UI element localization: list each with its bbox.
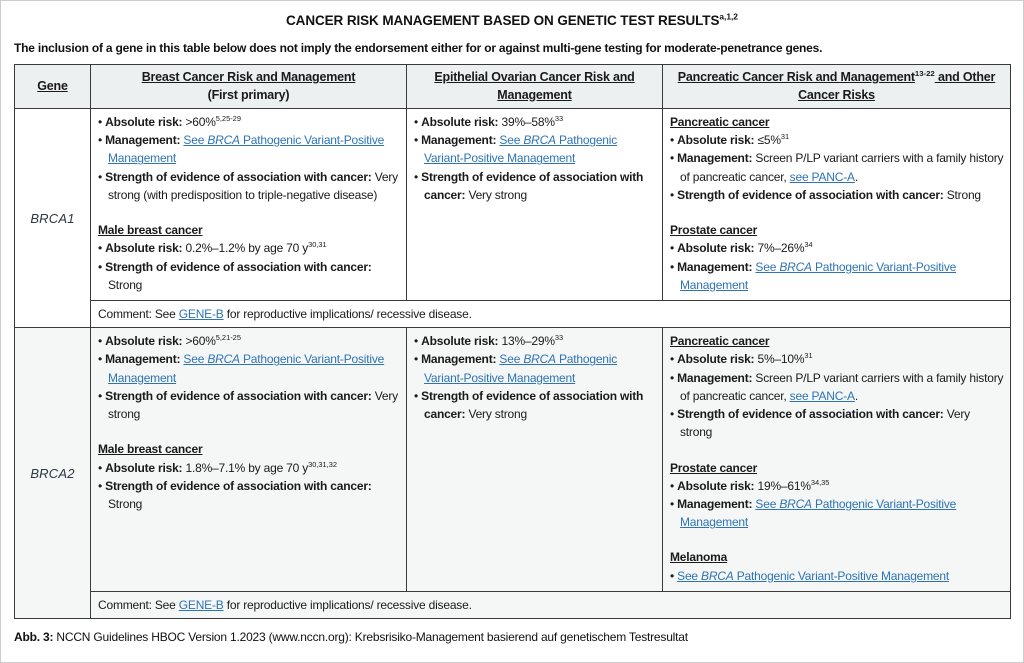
- text-segment: Screen P/LP variant carriers with a family history of pancreatic cancer,: [680, 151, 1004, 184]
- text-segment: Prostate cancer: [670, 223, 758, 238]
- spacer: [98, 204, 400, 221]
- brca1-ovarian-cell: [407, 109, 663, 301]
- bullet-item: [670, 405, 1004, 441]
- text-segment: Management:: [421, 352, 500, 367]
- bullet-item: [98, 387, 400, 423]
- bullet-item: [670, 239, 1004, 257]
- figure-caption: [14, 630, 1010, 644]
- bullet-item: [98, 113, 400, 131]
- text-segment: Pancreatic cancer: [670, 334, 770, 349]
- text-segment: Epithelial Ovarian Cancer Risk and Management: [434, 70, 635, 102]
- panc-a-link[interactable]: see PANC-A: [789, 388, 855, 403]
- text-segment: Strength of evidence of association with cancer:: [677, 187, 947, 202]
- text-segment: Male breast cancer: [98, 442, 203, 457]
- comment-row-brca2: [15, 591, 1011, 618]
- text-segment: 5%–10%: [757, 352, 805, 367]
- text-segment: 30,31,32: [308, 459, 338, 469]
- bullet-item: [98, 131, 400, 167]
- text-segment: Management:: [677, 151, 756, 166]
- text-segment: Absolute risk:: [105, 115, 186, 129]
- brca-pv-management-link[interactable]: Pathogenic Variant-Positive Management: [680, 259, 957, 292]
- text-segment: 1.8%–7.1% by age 70 y: [185, 460, 309, 475]
- text-segment: 34: [804, 240, 813, 250]
- text-segment: Absolute risk:: [677, 133, 758, 148]
- brca2-comment-cell: [91, 591, 1011, 618]
- text-segment: >60%: [185, 334, 216, 349]
- text-segment: 31: [804, 351, 813, 361]
- text-segment: 39%–58%: [501, 115, 555, 129]
- section-heading: [670, 459, 1004, 477]
- text-segment: Strong: [946, 187, 981, 202]
- text-segment: Comment: See: [98, 307, 179, 322]
- text-segment: Absolute risk:: [677, 241, 758, 256]
- text-segment: Very strong: [468, 407, 527, 422]
- bullet-item: [414, 131, 656, 167]
- bullet-item: [414, 168, 656, 204]
- brca-pv-management-link[interactable]: Pathogenic Variant-Positive Management: [424, 352, 618, 385]
- text-segment: Abb. 3:: [14, 629, 54, 644]
- text-segment: 5,25-29: [215, 114, 241, 123]
- text-segment: Absolute risk:: [421, 334, 502, 349]
- bullet-item: [98, 239, 400, 257]
- bullet-item: [414, 387, 656, 423]
- table-row-brca1: [15, 109, 1011, 301]
- text-segment: Management:: [677, 370, 756, 385]
- section-heading: [670, 548, 1004, 566]
- brca-pv-management-link[interactable]: BRCA: [523, 352, 556, 367]
- bullet-item: [98, 332, 400, 350]
- bullet-item: [414, 113, 656, 131]
- brca-pv-management-link[interactable]: Pathogenic Variant-Positive Management: [108, 133, 385, 166]
- text-segment: Absolute risk:: [105, 241, 186, 256]
- text-segment: Prostate cancer: [670, 460, 758, 475]
- text-segment: Gene: [37, 78, 68, 93]
- brca2-ovarian-cell: [407, 328, 663, 592]
- bullet-item: [670, 495, 1004, 531]
- text-segment: a,1,2: [719, 11, 738, 22]
- spacer: [670, 442, 1004, 459]
- text-segment: Strength of evidence of association with cancer:: [105, 169, 375, 184]
- spacer: [670, 531, 1004, 548]
- bullet-item: [670, 149, 1004, 185]
- text-segment: Absolute risk:: [105, 460, 186, 475]
- bullet-item: [670, 477, 1004, 495]
- text-segment: Strength of evidence of association with cancer:: [677, 407, 947, 422]
- text-segment: ≤5%: [757, 133, 781, 148]
- brca-pv-management-link[interactable]: See: [499, 352, 524, 367]
- text-segment: Strength of evidence of association with cancer:: [105, 259, 372, 274]
- text-segment: Absolute risk:: [105, 334, 186, 349]
- brca-pv-management-link[interactable]: Pathogenic Variant-Positive Management: [424, 133, 618, 166]
- text-segment: Strong: [108, 496, 143, 511]
- brca-pv-management-link[interactable]: See: [183, 352, 208, 367]
- text-segment: 0.2%–1.2% by age 70 y: [185, 241, 309, 256]
- disclaimer-text: The inclusion of a gene in this table below does not imply the endorsement either for or against multi-gene testing for moderate-penetrance genes.: [14, 41, 823, 55]
- gene-cell-brca1: BRCA1: [15, 109, 91, 328]
- text-segment: >60%: [185, 115, 216, 129]
- text-segment: Strength of evidence of association with cancer:: [105, 478, 372, 493]
- brca-pv-management-link[interactable]: BRCA: [207, 352, 240, 367]
- panc-a-link[interactable]: see PANC-A: [789, 169, 855, 184]
- gene-b-link[interactable]: GENE-B: [178, 597, 224, 612]
- text-segment: Comment: See: [98, 597, 179, 612]
- text-segment: Very strong: [108, 388, 398, 422]
- gene-b-link[interactable]: GENE-B: [178, 307, 224, 322]
- brca2-breast-cell: [91, 328, 407, 592]
- text-segment: Strong: [108, 277, 143, 292]
- text-segment: 30,31: [308, 240, 327, 250]
- text-segment: Absolute risk:: [677, 478, 758, 493]
- brca-pv-management-link[interactable]: BRCA: [701, 568, 734, 583]
- brca-pv-management-link[interactable]: BRCA: [779, 259, 812, 274]
- text-segment: Strength of evidence of association with cancer:: [421, 169, 644, 202]
- brca-pv-management-link[interactable]: BRCA: [523, 133, 556, 148]
- text-segment: 33: [554, 114, 564, 123]
- text-segment: Management:: [677, 259, 756, 274]
- text-segment: Melanoma: [670, 550, 728, 565]
- text-segment: Absolute risk:: [677, 352, 758, 367]
- text-segment: CANCER RISK MANAGEMENT BASED ON GENETIC TEST RESULTS: [286, 13, 720, 28]
- brca-pv-management-link[interactable]: See: [499, 133, 524, 148]
- brca-pv-management-link[interactable]: BRCA: [779, 496, 812, 511]
- text-segment: Breast Cancer Risk and Management: [141, 70, 356, 84]
- bullet-item: [98, 477, 400, 513]
- text-segment: Very strong: [468, 187, 527, 202]
- text-segment: Strength of evidence of association with cancer:: [421, 388, 644, 422]
- text-segment: 19%–61%: [757, 478, 811, 493]
- text-segment: 31: [780, 132, 790, 142]
- brca-pv-management-link[interactable]: Pathogenic Variant-Positive Management: [733, 568, 950, 583]
- bullet-item: [98, 168, 400, 204]
- text-segment: .: [854, 388, 858, 403]
- text-segment: Management:: [105, 352, 184, 367]
- text-segment: Absolute risk:: [421, 115, 502, 129]
- spacer: [98, 423, 400, 440]
- gene-cell-brca2: BRCA2: [15, 328, 91, 619]
- text-segment: Management:: [677, 496, 756, 511]
- text-segment: Pancreatic Cancer Risk and Management: [677, 70, 915, 84]
- bullet-item: [670, 186, 1004, 204]
- text-segment: 33: [554, 333, 564, 343]
- text-segment: for reproductive implications/ recessive disease.: [223, 597, 472, 612]
- text-segment: NCCN Guidelines HBOC Version 1.2023 (www.nccn.org): Krebsrisiko-Management basierend auf genetischem Testresultat: [53, 629, 688, 644]
- comment-row-brca1: [15, 301, 1011, 328]
- text-segment: Screen P/LP variant carriers with a family history of pancreatic cancer,: [680, 370, 1004, 403]
- bullet-item: [98, 258, 400, 294]
- brca-pv-management-link[interactable]: See: [755, 496, 780, 511]
- text-segment: 13-22: [914, 68, 935, 78]
- brca-pv-management-link[interactable]: See: [677, 568, 702, 583]
- text-segment: .: [854, 169, 858, 184]
- brca-pv-management-link[interactable]: BRCA: [207, 133, 240, 148]
- text-segment: for reproductive implications/ recessive disease.: [223, 307, 472, 322]
- bullet-item: [670, 369, 1004, 405]
- text-segment: and Other Cancer Risks: [798, 70, 996, 102]
- section-heading: [670, 332, 1004, 350]
- text-segment: Management:: [421, 133, 500, 148]
- text-segment: Very strong: [680, 407, 970, 440]
- spacer: [670, 204, 1004, 221]
- bullet-item: [670, 131, 1004, 149]
- text-segment: Male breast cancer: [98, 223, 203, 238]
- col-header-pancreatic: [663, 65, 1011, 109]
- brca1-pancreatic-cell: [663, 109, 1011, 301]
- brca-pv-management-link[interactable]: See: [755, 259, 780, 274]
- brca-pv-management-link[interactable]: Pathogenic Variant-Positive Management: [108, 352, 385, 385]
- bullet-item: [670, 258, 1004, 294]
- brca-pv-management-link[interactable]: Pathogenic Variant-Positive Management: [680, 496, 957, 530]
- col-header-ovarian: [407, 65, 663, 109]
- bullet-item: [414, 350, 656, 386]
- brca1-comment-cell: [91, 301, 1011, 328]
- text-segment: Very strong (with predisposition to triple-negative disease): [108, 169, 398, 202]
- text-segment: 7%–26%: [757, 241, 805, 256]
- text-segment: (First primary): [207, 87, 290, 102]
- bullet-item: [98, 459, 400, 477]
- section-heading: [670, 221, 1004, 239]
- bullet-item: [670, 350, 1004, 368]
- section-heading: [98, 221, 400, 239]
- bullet-item: [670, 567, 1004, 585]
- page-title: [14, 1, 1010, 28]
- brca1-breast-cell: [91, 109, 407, 301]
- text-segment: Strength of evidence of association with cancer:: [105, 388, 375, 403]
- text-segment: Pancreatic cancer: [670, 115, 770, 129]
- bullet-item: [98, 350, 400, 386]
- brca2-pancreatic-cell: [663, 328, 1011, 592]
- section-heading: [670, 113, 1004, 131]
- col-header-breast: [91, 65, 407, 109]
- text-segment: 13%–29%: [501, 334, 555, 349]
- text-segment: 34,35: [810, 477, 830, 487]
- brca-pv-management-link[interactable]: See: [183, 133, 208, 148]
- table-row-brca2: [15, 328, 1011, 592]
- header-row: [15, 65, 1011, 109]
- risk-table: [14, 64, 1011, 619]
- text-segment: 5,21-25: [215, 333, 241, 343]
- bullet-item: [414, 332, 656, 350]
- col-header-gene: [15, 65, 91, 109]
- section-heading: [98, 440, 400, 458]
- text-segment: Management:: [105, 133, 184, 148]
